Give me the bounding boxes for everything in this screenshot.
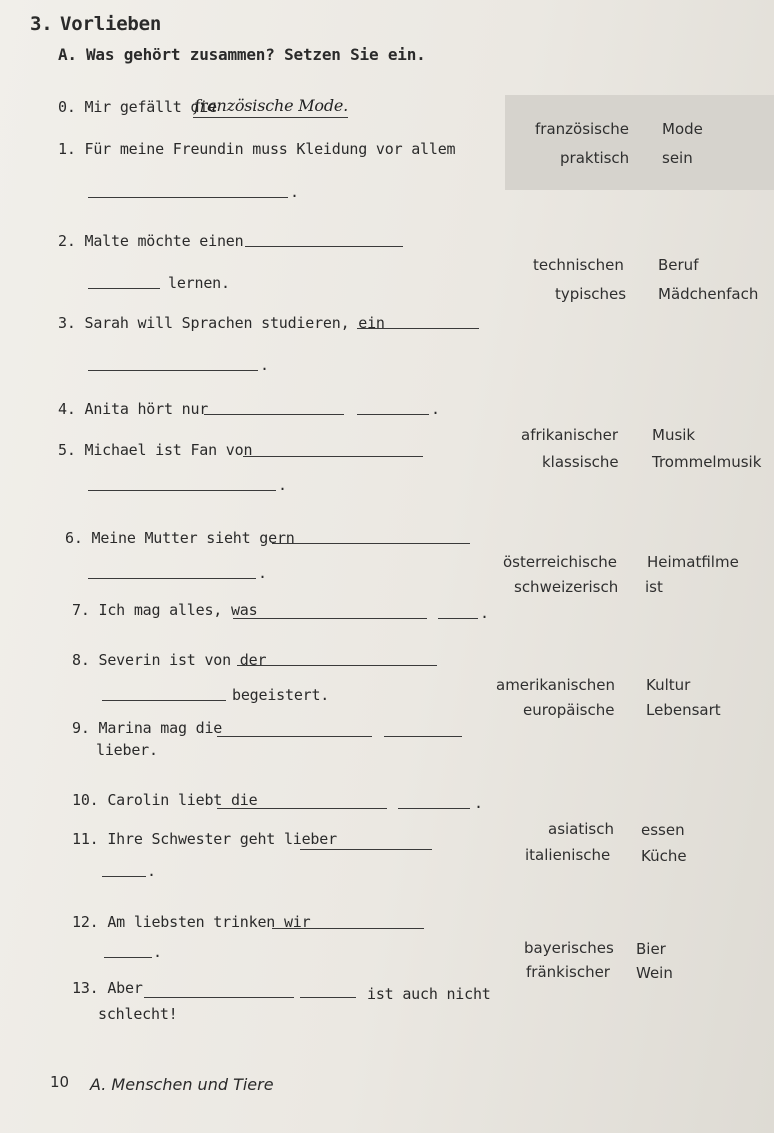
item-2-answer-blank-2[interactable] [88, 288, 160, 289]
item-11-answer-blank-1[interactable] [300, 849, 432, 850]
word-heimatfilme: Heimatfilme [647, 553, 739, 571]
item-6-text: 6. Meine Mutter sieht gern [65, 529, 295, 547]
page-number: 10 [50, 1073, 70, 1091]
word-oesterreichische: österreichische [503, 553, 617, 571]
item-8-answer-blank-1[interactable] [237, 665, 437, 666]
word-bayerisches: bayerisches [524, 939, 614, 957]
item-9-text-2: lieber. [96, 741, 158, 759]
word-amerikanischen: amerikanischen [496, 676, 615, 694]
word-asiatisch: asiatisch [548, 820, 614, 838]
word-praktisch: praktisch [560, 149, 630, 167]
item-9-text: 9. Marina mag die [72, 719, 223, 737]
word-bier: Bier [636, 940, 666, 958]
word-musik: Musik [652, 426, 696, 444]
item-2-answer-blank-1[interactable] [245, 246, 403, 247]
word-wein: Wein [636, 964, 673, 982]
example-word-box [505, 95, 774, 190]
item-11-text: 11. Ihre Schwester geht lieber [72, 830, 337, 848]
item-13-text-3: schlecht! [98, 1005, 178, 1023]
item-3-answer-blank-1[interactable] [357, 328, 479, 329]
item-1-text: 1. Für meine Freundin muss Kleidung vor allem [58, 140, 456, 158]
word-kueche: Küche [641, 847, 687, 865]
item-7-answer-blank-1[interactable] [233, 618, 427, 619]
item-0-answer-line [193, 117, 348, 118]
word-afrikanischer: afrikanischer [521, 426, 619, 444]
word-italienische: italienische [525, 846, 611, 864]
item-8-answer-blank-2[interactable] [102, 700, 226, 701]
item-3-text: 3. Sarah will Sprachen studieren, ein [58, 314, 385, 332]
word-essen: essen [641, 821, 685, 839]
item-3-answer-blank-2[interactable] [88, 370, 258, 371]
item-1-answer-blank[interactable] [88, 197, 288, 198]
item-12-answer-blank-2[interactable] [104, 957, 152, 958]
item-13-answer-blank-1[interactable] [144, 997, 294, 998]
item-5-text: 5. Michael ist Fan von [58, 441, 253, 459]
worksheet-page: 3. Vorlieben A. Was gehört zusammen? Setzen Sie ein. 0. Mir gefällt die französische Mode. 1. Für meine Freundin muss Kleidung vor allem . französische Mode praktisch sein 2. Malte möchte einen lernen. technischen Beruf typisches Mädchenfach 3. Sarah will Sprachen studieren, ein . 4. Anita hört nur . 5. Michael ist Fan von . afrikanischer Musik klassische Trommelmusik 6. Meine Mutter sieht gern . österreichische Heimatfilme schweizerisch ist 7. Ich mag alles, was . 8. Severin ist von der begeistert. amerikanischen Kultur europäische Lebensart 9. Marina mag die lieber. 10. Carolin liebt die . 11. Ihre Schwester geht lieber . asiatisch essen italienische Küche 12. Am liebsten trinken wir . bayerisches Bier fränkischer Wein 13. Aber ist auch nicht schlecht! 10 A. Menschen und Tiere [0, 0, 774, 1133]
item-9-answer-blank-2[interactable] [384, 736, 462, 737]
item-0-text: 0. Mir gefällt die [58, 98, 217, 116]
item-10-answer-blank-2[interactable] [398, 808, 470, 809]
section-title: Vorlieben [60, 13, 162, 35]
item-4-answer-blank-1[interactable] [204, 414, 344, 415]
word-beruf: Beruf [658, 256, 699, 274]
item-12-text: 12. Am liebsten trinken wir [72, 913, 311, 931]
word-schweizerisch: schweizerisch [514, 578, 619, 596]
item-8-text: 8. Severin ist von der [72, 651, 267, 669]
word-lebensart: Lebensart [646, 701, 721, 719]
item-7-answer-blank-2[interactable] [438, 618, 478, 619]
word-technischen: technischen [533, 256, 624, 274]
item-0-handwritten-answer: französische Mode. [194, 96, 349, 115]
word-sein: sein [662, 149, 693, 167]
item-11-answer-blank-2[interactable] [102, 876, 146, 877]
item-12-answer-blank-1[interactable] [272, 928, 424, 929]
section-number: 3. [30, 13, 53, 35]
item-5-answer-blank-1[interactable] [243, 456, 423, 457]
word-ist: ist [645, 578, 663, 596]
item-10-text: 10. Carolin liebt die [72, 791, 258, 809]
chapter-title: A. Menschen und Tiere [90, 1075, 274, 1094]
item-4-text: 4. Anita hört nur [58, 400, 209, 418]
item-13-text-2: ist auch nicht [367, 985, 491, 1003]
item-2-text-2: lernen. [168, 274, 230, 292]
word-kultur: Kultur [646, 676, 691, 694]
word-typisches: typisches [555, 285, 627, 303]
item-9-answer-blank-1[interactable] [217, 736, 372, 737]
word-francaise: französische [535, 120, 629, 138]
item-6-answer-blank-1[interactable] [272, 543, 470, 544]
item-4-answer-blank-2[interactable] [357, 414, 429, 415]
item-10-answer-blank-1[interactable] [217, 808, 387, 809]
item-13-text: 13. Aber [72, 979, 143, 997]
item-6-answer-blank-2[interactable] [88, 578, 256, 579]
word-trommelmusik: Trommelmusik [652, 453, 762, 471]
word-europaeische: europäische [523, 701, 615, 719]
task-instruction: Was gehört zusammen? Setzen Sie ein. [86, 45, 426, 64]
item-13-answer-blank-2[interactable] [300, 997, 356, 998]
word-maedchenfach: Mädchenfach [658, 285, 759, 303]
word-fraenkischer: fränkischer [526, 963, 610, 981]
item-7-text: 7. Ich mag alles, was [72, 601, 258, 619]
word-mode: Mode [662, 120, 703, 138]
word-klassische: klassische [542, 453, 619, 471]
task-letter: A. [58, 45, 77, 64]
item-5-answer-blank-2[interactable] [88, 490, 276, 491]
item-2-text: 2. Malte möchte einen [58, 232, 244, 250]
item-8-text-2: begeistert. [232, 686, 330, 704]
